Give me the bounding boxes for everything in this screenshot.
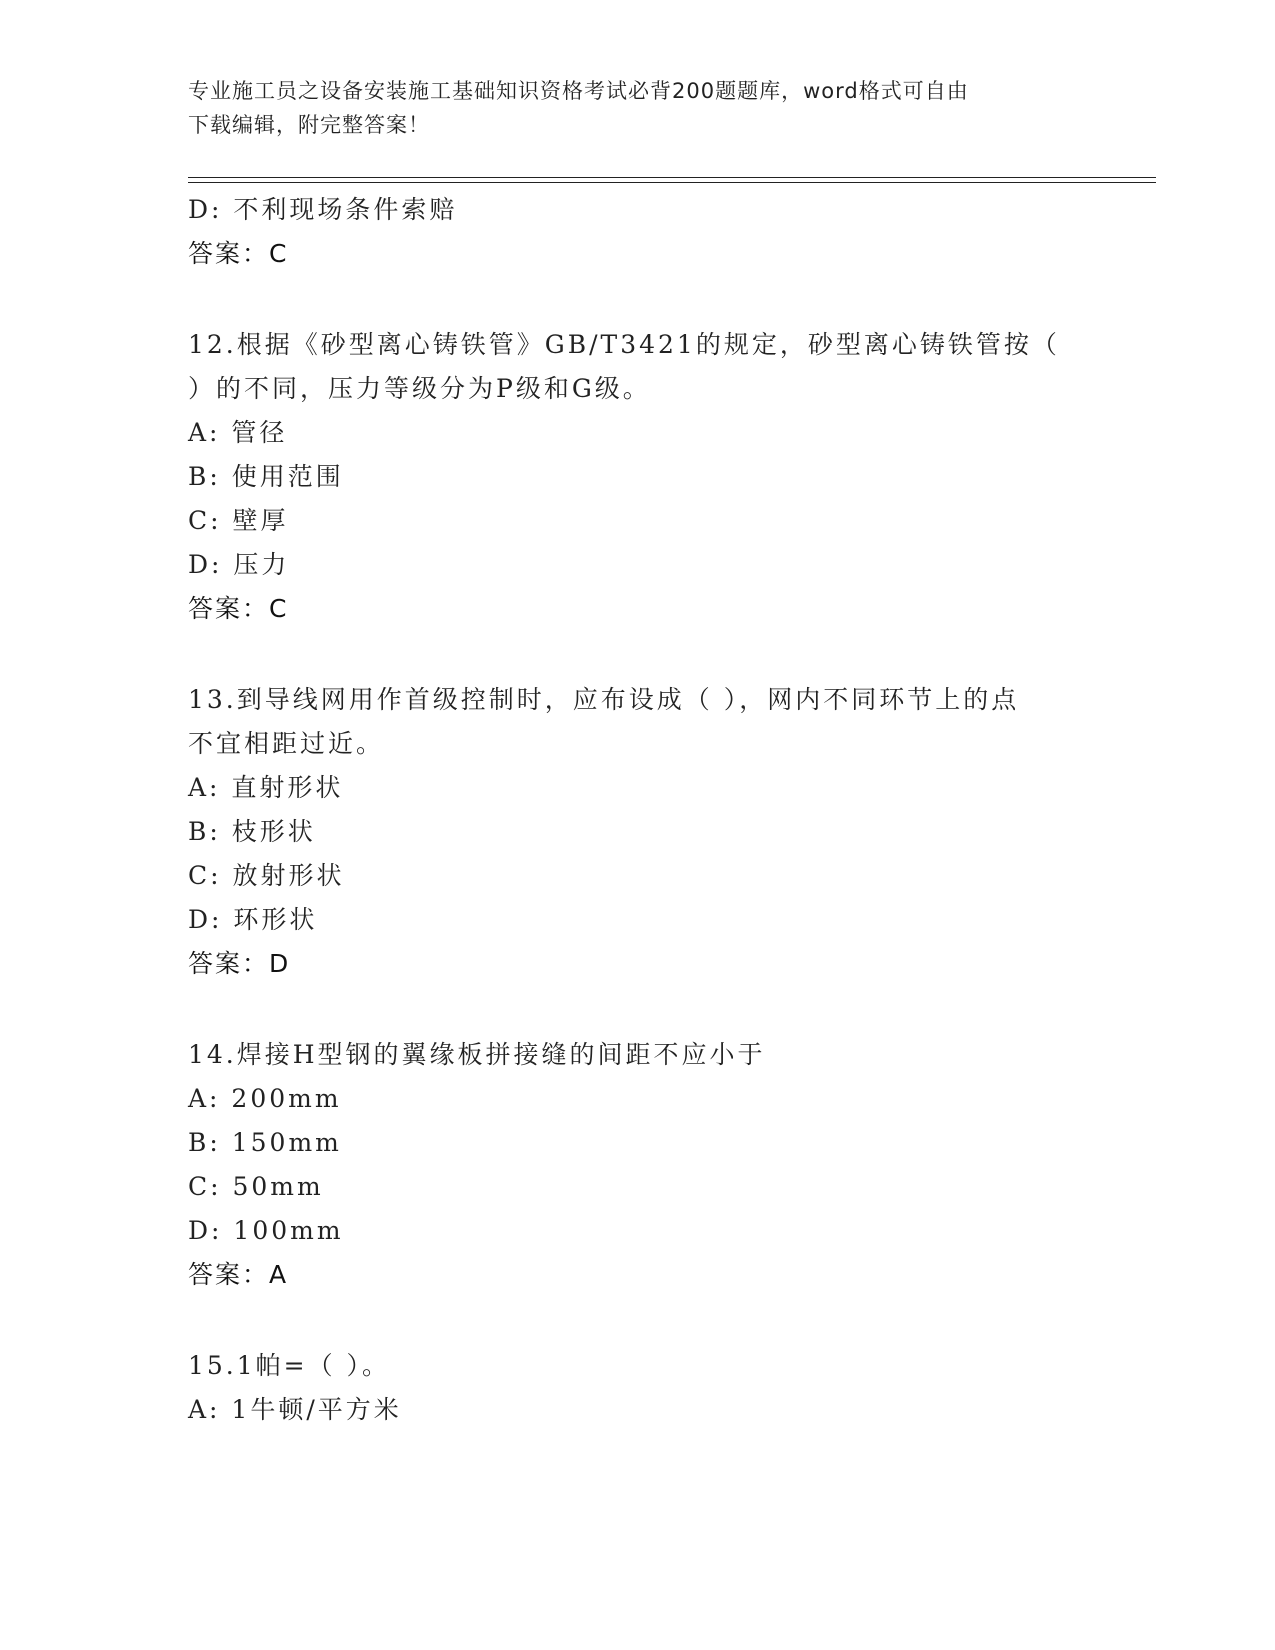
q12-stem-line-2: ）的不同，压力等级分为P级和G级。 xyxy=(188,374,651,403)
q12-option-c: C: 壁厚 xyxy=(188,506,289,535)
q13-stem-line-2: 不宜相距过近。 xyxy=(188,729,385,758)
q12-answer: 答案：C xyxy=(188,594,289,623)
q14-option-c: C: 50mm xyxy=(188,1172,324,1201)
q11-answer: 答案：C xyxy=(188,239,289,268)
q13-option-b: B: 枝形状 xyxy=(188,817,316,846)
header-title-line-1: 专业施工员之设备安装施工基础知识资格考试必背200题题库，word格式可自由 xyxy=(188,79,969,103)
q15-stem-line-1: 15.1帕=（ ）。 xyxy=(188,1351,391,1380)
q14-option-b: B: 150mm xyxy=(188,1128,342,1157)
q12-option-a: A: 管径 xyxy=(188,418,288,447)
q14-option-a: A: 200mm xyxy=(188,1084,342,1113)
header-rule-bottom xyxy=(188,182,1156,183)
q12-option-b: B: 使用范围 xyxy=(188,462,344,491)
q14-stem-line-1: 14.焊接H型钢的翼缘板拼接缝的间距不应小于 xyxy=(188,1040,766,1069)
header-title-line-2: 下载编辑，附完整答案！ xyxy=(188,113,430,137)
header-rule-top xyxy=(188,177,1156,178)
document-header xyxy=(188,74,1088,142)
q13-option-d: D: 环形状 xyxy=(188,905,318,934)
q11-option-d: D: 不利现场条件索赔 xyxy=(188,195,458,224)
q13-option-a: A: 直射形状 xyxy=(188,773,344,802)
q14-option-d: D: 100mm xyxy=(188,1216,344,1245)
q12-stem-line-1: 12.根据《砂型离心铸铁管》GB/T3421的规定，砂型离心铸铁管按（ xyxy=(188,330,1060,359)
q14-answer: 答案：A xyxy=(188,1260,289,1289)
q13-option-c: C: 放射形状 xyxy=(188,861,345,890)
q12-option-d: D: 压力 xyxy=(188,550,290,579)
q15-option-a: A: 1牛顿/平方米 xyxy=(188,1395,402,1424)
q13-answer: 答案：D xyxy=(188,949,291,978)
q13-stem-line-1: 13.到导线网用作首级控制时，应布设成（ ），网内不同环节上的点 xyxy=(188,685,1020,714)
